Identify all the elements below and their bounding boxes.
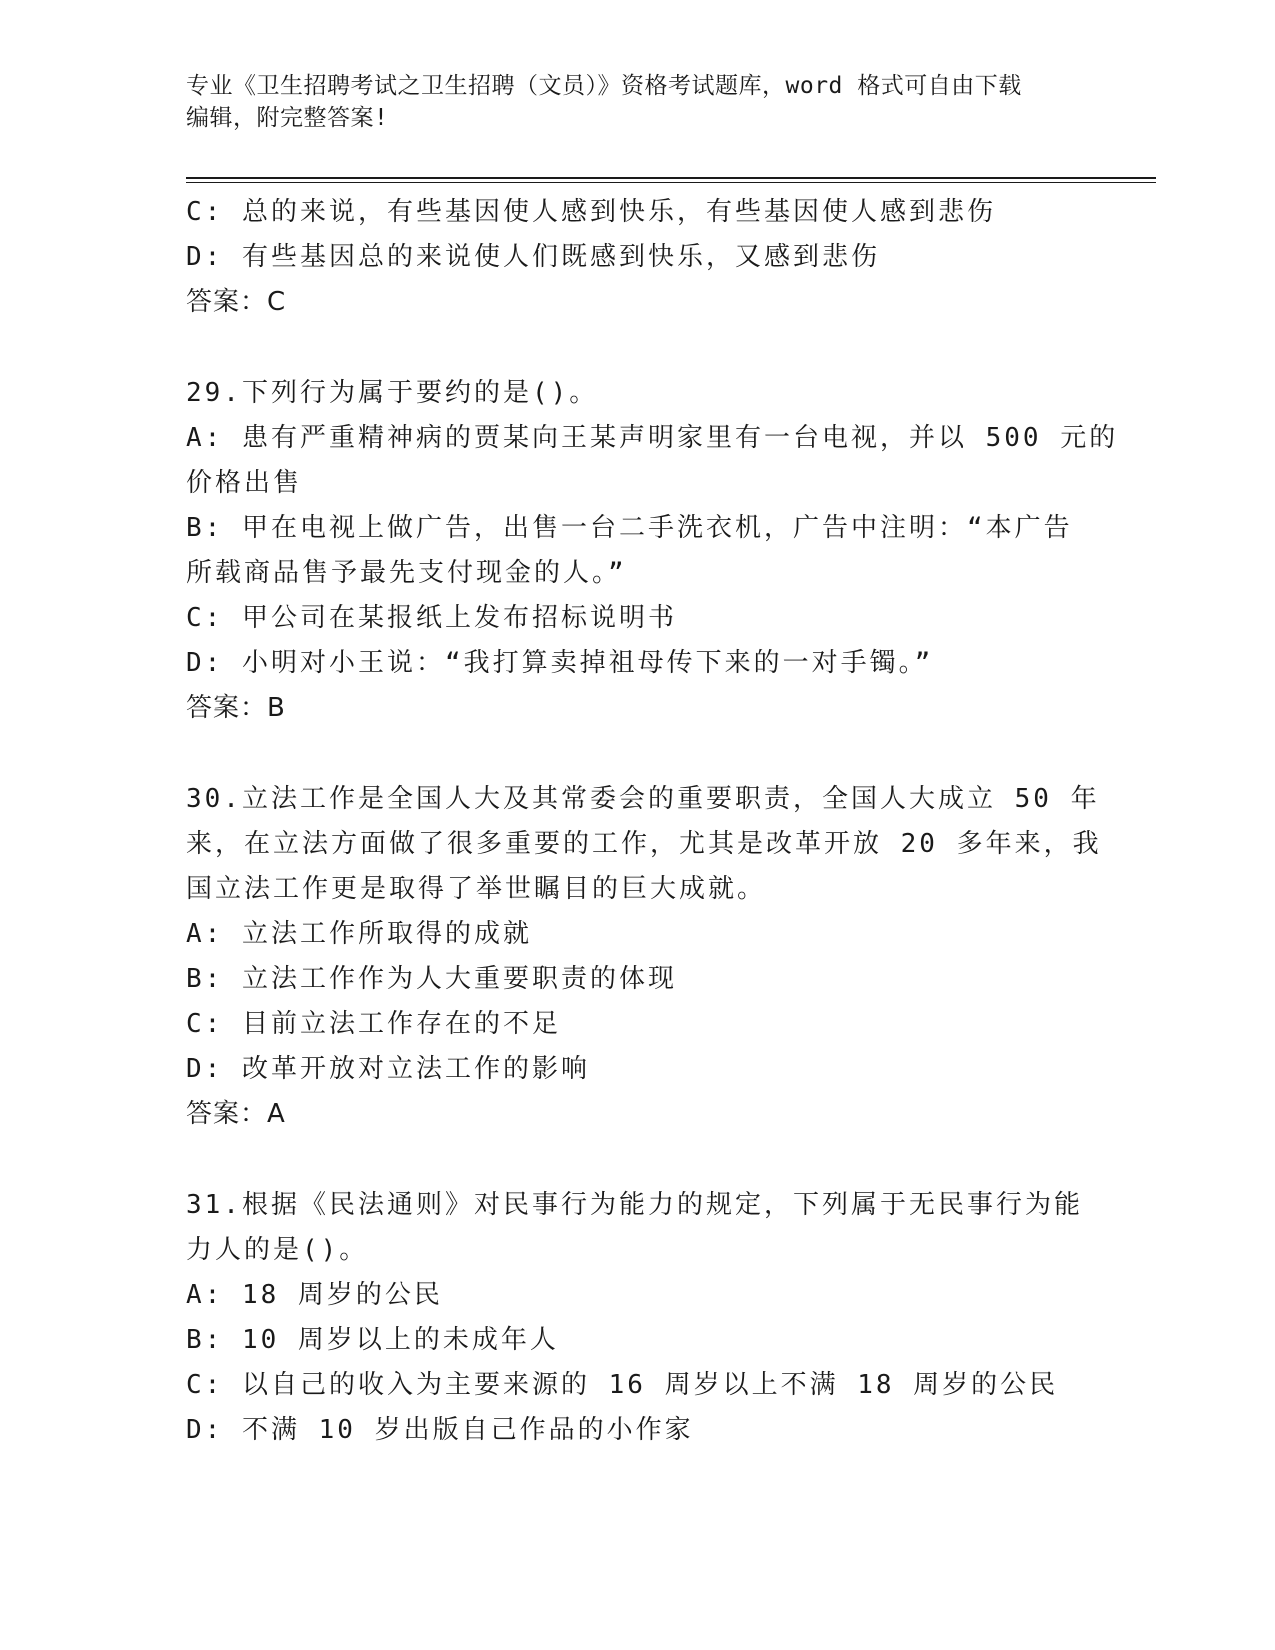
- q31-option-d: D: 不满 10 岁出版自己作品的小作家: [186, 1415, 694, 1445]
- q29-answer: 答案：B: [186, 693, 286, 723]
- q29-option-d: D: 小明对小王说：“我打算卖掉祖母传下来的一对手镯。”: [186, 648, 934, 678]
- q28-answer: 答案：C: [186, 287, 287, 317]
- q31-stem-line-2: 力人的是()。: [186, 1235, 369, 1265]
- header-line-2: 编辑，附完整答案!: [186, 105, 389, 131]
- q31-option-a: A: 18 周岁的公民: [186, 1280, 443, 1310]
- q29-stem: 29.下列行为属于要约的是()。: [186, 378, 599, 408]
- q29-option-b-line-2: 所载商品售予最先支付现金的人。”: [186, 558, 627, 588]
- q30-stem-line-2: 来，在立法方面做了很多重要的工作，尤其是改革开放 20 多年来，我: [186, 829, 1102, 859]
- q29-option-a-line-1: A: 患有严重精神病的贾某向王某声明家里有一台电视，并以 500 元的: [186, 423, 1119, 453]
- q30-option-c: C: 目前立法工作存在的不足: [186, 1009, 561, 1039]
- q29-option-c: C: 甲公司在某报纸上发布招标说明书: [186, 603, 677, 633]
- question-content: [186, 190, 1119, 1453]
- q30-answer: 答案：A: [186, 1099, 286, 1129]
- q28-option-d: D: 有些基因总的来说使人们既感到快乐，又感到悲伤: [186, 242, 880, 272]
- q30-option-b: B: 立法工作作为人大重要职责的体现: [186, 964, 677, 994]
- q29-option-a-line-2: 价格出售: [186, 468, 303, 498]
- header-line-1: 专业《卫生招聘考试之卫生招聘（文员）》资格考试题库，word 格式可自由下载: [186, 73, 1022, 99]
- q31-option-b: B: 10 周岁以上的未成年人: [186, 1325, 559, 1355]
- spacer: [186, 325, 1086, 371]
- q30-option-d: D: 改革开放对立法工作的影响: [186, 1054, 590, 1084]
- q31-option-c: C: 以自己的收入为主要来源的 16 周岁以上不满 18 周岁的公民: [186, 1370, 1059, 1400]
- q28-option-c: C: 总的来说，有些基因使人感到快乐，有些基因使人感到悲伤: [186, 197, 996, 227]
- spacer: [186, 731, 1086, 777]
- q30-stem-line-3: 国立法工作更是取得了举世瞩目的巨大成就。: [186, 874, 767, 904]
- header-divider-thin: [186, 182, 1156, 183]
- spacer: [186, 1137, 1086, 1183]
- q30-stem-line-1: 30.立法工作是全国人大及其常委会的重要职责，全国人大成立 50 年: [186, 784, 1100, 814]
- header-divider-thick: [186, 177, 1156, 179]
- document-header: [186, 70, 1066, 134]
- q29-option-b-line-1: B: 甲在电视上做广告，出售一台二手洗衣机，广告中注明：“本广告: [186, 513, 1073, 543]
- q31-stem-line-1: 31.根据《民法通则》对民事行为能力的规定，下列属于无民事行为能: [186, 1190, 1083, 1220]
- q30-option-a: A: 立法工作所取得的成就: [186, 919, 532, 949]
